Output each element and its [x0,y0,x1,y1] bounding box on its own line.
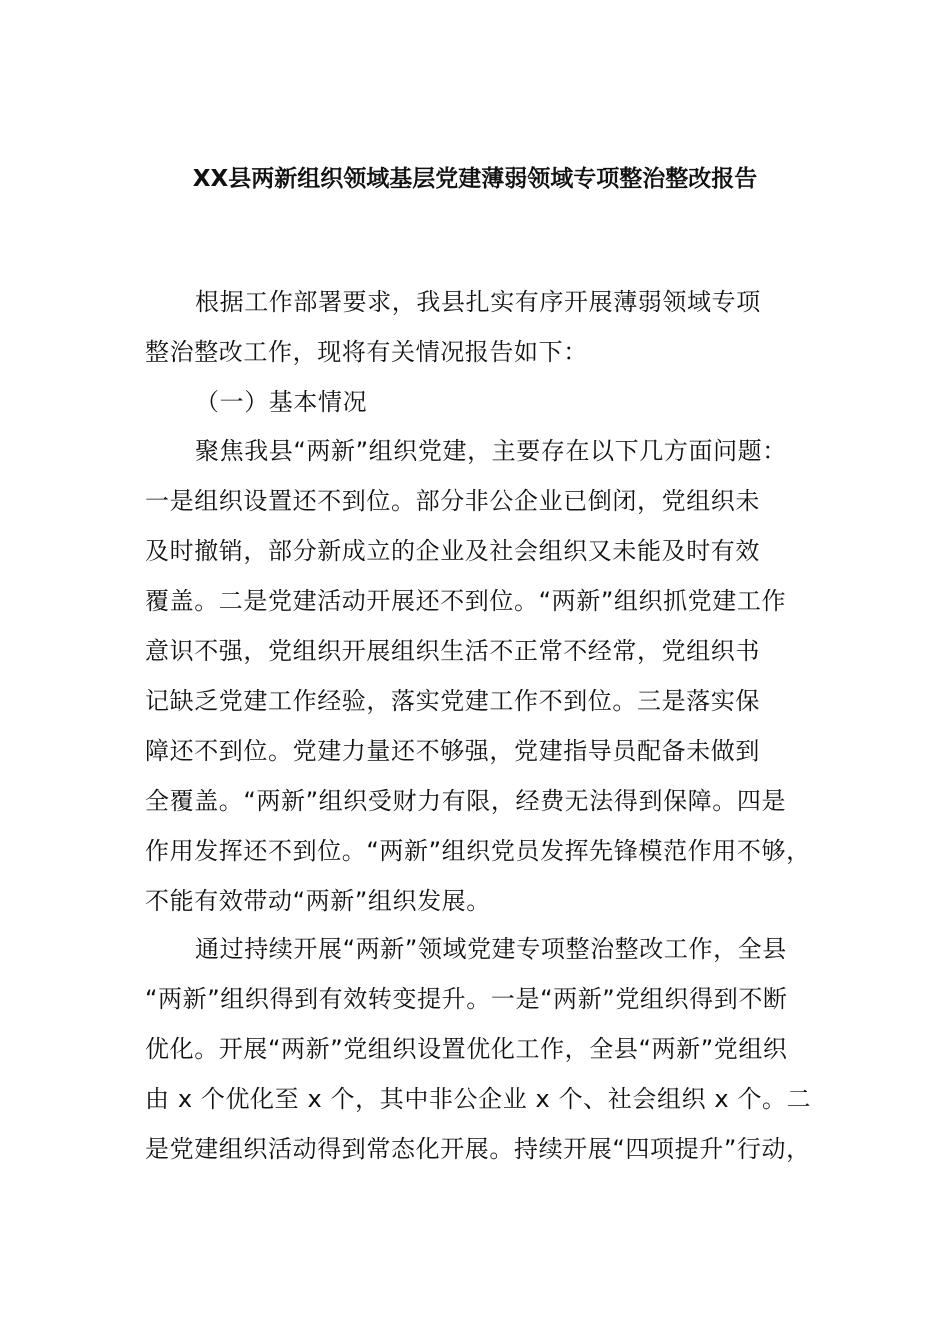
paragraph-line: 障还不到位。党建力量还不够强，党建指导员配备未做到 [145,737,760,765]
document-title: XX县两新组织领域基层党建薄弱领域专项整治整改报告 [192,166,758,192]
paragraph-line: 覆盖。二是党建活动开展还不到位。“两新”组织抓党建工作 [145,587,787,615]
paragraph-line: 记缺乏党建工作经验，落实党建工作不到位。三是落实保 [145,687,760,715]
paragraph-line: 优化。开展“两新”党组织设置优化工作，全县“两新”党组织 [145,1035,788,1063]
paragraph-line: 是党建组织活动得到常态化开展。持续开展“四项提升”行动， [145,1135,811,1163]
paragraph-line: 由 x 个优化至 x 个，其中非公企业 x 个、社会组织 x 个。二 [145,1085,812,1113]
paragraph-line: 一是组织设置还不到位。部分非公企业已倒闭，党组织未 [145,487,760,515]
paragraph-line: “两新”组织得到有效转变提升。一是“两新”党组织得到不断 [145,985,788,1013]
paragraph-line: 整治整改工作，现将有关情况报告如下： [145,338,588,366]
section-heading: （一）基本情况 [195,388,368,416]
paragraph-line: 作用发挥还不到位。“两新”组织党员发挥先锋模范作用不够， [145,837,811,865]
paragraph-line: 意识不强，党组织开展组织生活不正常不经常，党组织书 [145,637,760,665]
paragraph-line: 全覆盖。“两新”组织受财力有限，经费无法得到保障。四是 [145,787,787,815]
paragraph-line: 不能有效带动“两新”组织发展。 [145,887,491,915]
paragraph-line: 根据工作部署要求，我县扎实有序开展薄弱领域专项 [195,288,761,316]
paragraph-line: 聚焦我县“两新”组织党建，主要存在以下几方面问题： [195,437,787,465]
paragraph-line: 通过持续开展“两新”领域党建专项整治整改工作，全县 [195,935,787,963]
paragraph-line: 及时撤销，部分新成立的企业及社会组织又未能及时有效 [145,537,760,565]
